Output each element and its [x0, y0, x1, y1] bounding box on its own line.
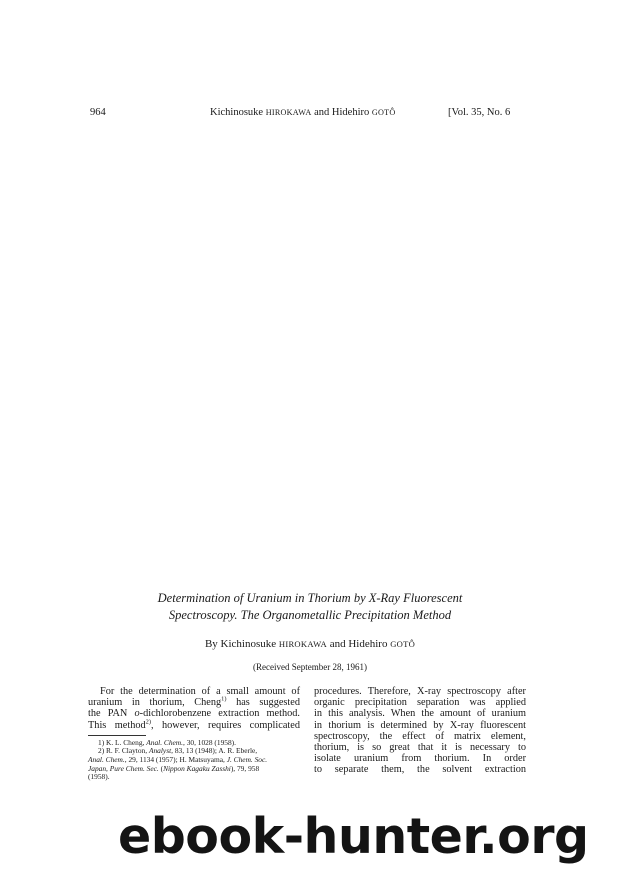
footnote-text: , 83, 13 (1948); A. R. Eberle, [171, 746, 258, 756]
citation-ref: 2) [145, 718, 151, 726]
footnote-text: 1) K. L. Cheng, [98, 737, 147, 747]
footnote-2-cont [88, 765, 300, 774]
title-line-1: Determination of Uranium in Thorium by X-Ray Fluorescent [157, 591, 463, 605]
header-author-surname-2: GOTÔ [371, 108, 396, 117]
body-text: This method [88, 719, 146, 731]
citation-ref: 1) [221, 695, 227, 703]
footnote-rule [88, 735, 146, 736]
footnote-journal: J. Chem. Soc. [226, 755, 268, 764]
footnote-text: 2) R. F. Clayton, [98, 746, 149, 756]
body-text: uranium in thorium, Cheng [88, 697, 222, 709]
footnote-journal: Japan, Pure Chem. Sec. [88, 763, 159, 773]
body-text: -dichlorobenzene extraction method. [139, 708, 300, 720]
header-author-surname-1: HIROKAWA [265, 108, 312, 117]
footnote-text: ), 79, 958 [230, 763, 260, 773]
body-line: For the determination of a small amount of [100, 686, 300, 697]
byline-prefix: By Kichinosuke [204, 638, 279, 650]
footnote-journal: Analyst [148, 746, 172, 756]
body-line: in thorium is determined by X-ray fluorescent [314, 719, 526, 731]
body-line: isolate uranium from thorium. In order [314, 753, 526, 765]
body-text: has suggested [226, 697, 301, 709]
watermark-text: ebook-hunter.org [118, 808, 589, 865]
body-line: organic precipitation separation was applied [314, 697, 526, 709]
header-author-prefix: Kichinosuke [210, 107, 266, 118]
body-line: procedures. Therefore, X-ray spectroscopy after [314, 686, 526, 697]
footnote-2-cont: (1958). [88, 772, 110, 782]
body-line [88, 708, 300, 719]
body-line [88, 720, 300, 731]
byline-mid: and Hidehiro [326, 638, 391, 650]
footnote-journal: Anal. Chem. [88, 755, 125, 764]
page-number: 964 [90, 107, 106, 118]
title-line-2: Spectroscopy. The Organometallic Precipitation Method [168, 608, 452, 622]
body-line: thorium, is so great that it is necessary to [314, 742, 526, 754]
right-column [314, 686, 526, 776]
byline-surname-2: GOTÔ [390, 639, 416, 649]
body-line: spectroscopy, the effect of matrix element, [314, 730, 526, 742]
body-text: , however, requires complicated [150, 719, 300, 731]
body-line: in this analysis. When the amount of uranium [314, 708, 526, 720]
body-italic: o [134, 708, 140, 720]
received-date: (Received September 28, 1961) [253, 662, 367, 672]
body-line [88, 697, 300, 708]
body-line: to separate them, the solvent extraction [314, 764, 526, 776]
footnote-journal: Nippon Kagaku Zasshi [163, 763, 231, 773]
byline-surname-1: HIROKAWA [278, 639, 327, 649]
body-text: the PAN [88, 708, 135, 720]
footnotes [88, 739, 300, 782]
footnote-text: , 29, 1134 (1957); H. Matsuyama, [124, 755, 227, 764]
byline [60, 638, 560, 650]
left-column [88, 686, 300, 782]
header-author-mid: and Hidehiro [311, 107, 372, 118]
footnote-text: ( [158, 763, 164, 773]
footnote-journal: Anal. Chem. [146, 737, 183, 747]
article-title [60, 590, 560, 624]
running-header-authors [210, 107, 396, 118]
volume-issue: [Vol. 35, No. 6 [448, 107, 511, 118]
footnote-text: , 30, 1028 (1958). [183, 737, 236, 747]
